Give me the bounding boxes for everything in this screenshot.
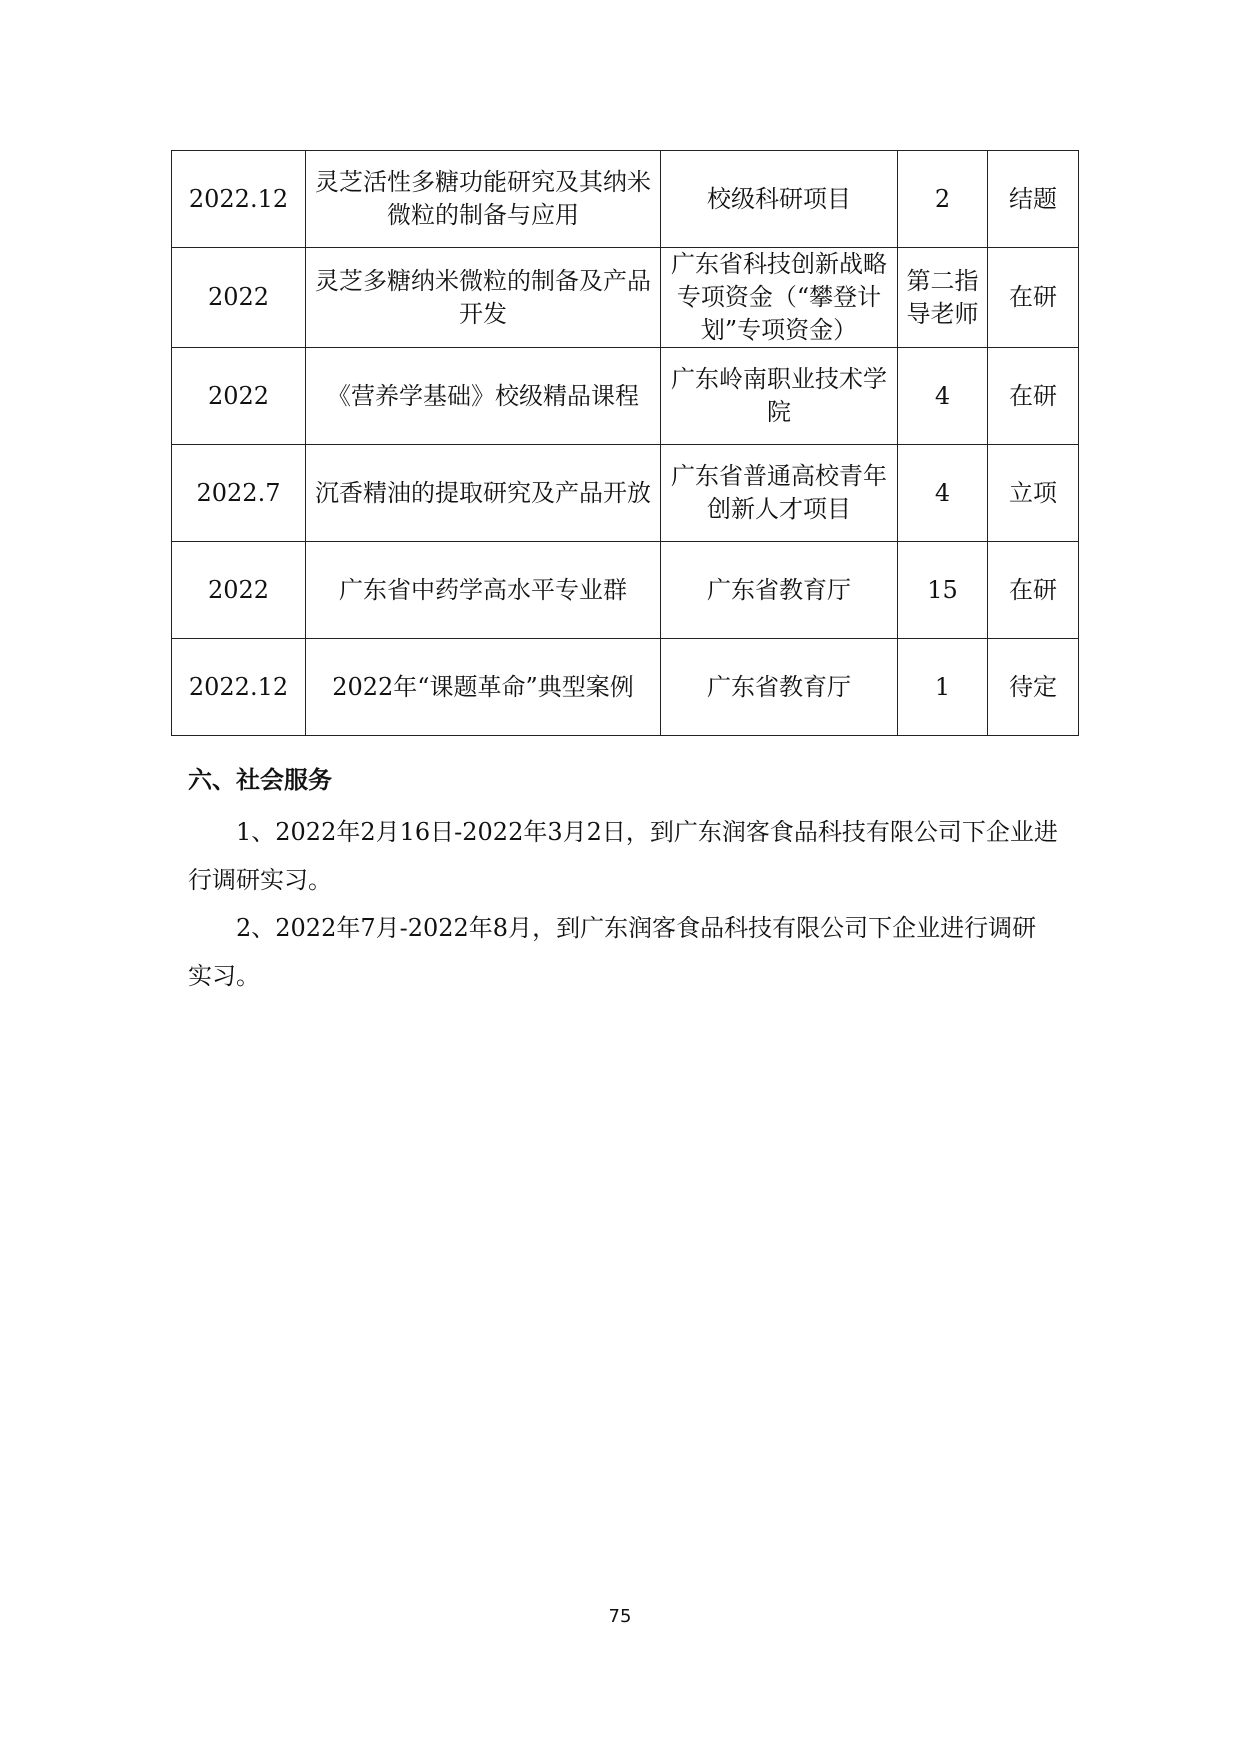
- cell-rank: 4: [898, 348, 988, 445]
- cell-title: 沉香精油的提取研究及产品开放: [306, 445, 661, 542]
- cell-source: 广东省科技创新战略专项资金（“攀登计划”专项资金）: [661, 248, 898, 348]
- paragraph-1: 1、2022年2月16日-2022年3月2日，到广东润客食品科技有限公司下企业进行调研实习。: [188, 818, 1058, 894]
- project-table: [171, 150, 1079, 736]
- cell-source: 广东省普通高校青年创新人才项目: [661, 445, 898, 542]
- cell-rank: 1: [898, 639, 988, 736]
- page-number: 75: [608, 1606, 632, 1627]
- cell-title: 灵芝多糖纳米微粒的制备及产品开发: [306, 248, 661, 348]
- cell-status: 待定: [988, 639, 1079, 736]
- cell-source: 广东省教育厅: [661, 542, 898, 639]
- table-row: [172, 151, 1079, 248]
- section-heading: 六、社会服务: [188, 766, 332, 794]
- table-row: [172, 639, 1079, 736]
- cell-source: 校级科研项目: [661, 151, 898, 248]
- cell-status: 在研: [988, 542, 1079, 639]
- cell-date: 2022.7: [172, 445, 306, 542]
- paragraph-2: 2、2022年7月-2022年8月，到广东润客食品科技有限公司下企业进行调研实习。: [188, 914, 1037, 990]
- cell-status: 在研: [988, 248, 1079, 348]
- cell-title: 灵芝活性多糖功能研究及其纳米微粒的制备与应用: [306, 151, 661, 248]
- cell-title: 广东省中药学高水平专业群: [306, 542, 661, 639]
- cell-status: 结题: [988, 151, 1079, 248]
- cell-date: 2022: [172, 248, 306, 348]
- cell-title: 《营养学基础》校级精品课程: [306, 348, 661, 445]
- cell-rank: 2: [898, 151, 988, 248]
- cell-rank: 4: [898, 445, 988, 542]
- table-row: [172, 542, 1079, 639]
- table-row: [172, 248, 1079, 348]
- cell-title: 2022年“课题革命”典型案例: [306, 639, 661, 736]
- table-row: [172, 445, 1079, 542]
- table-row: [172, 348, 1079, 445]
- cell-source: 广东省教育厅: [661, 639, 898, 736]
- cell-date: 2022.12: [172, 639, 306, 736]
- cell-rank: 15: [898, 542, 988, 639]
- cell-date: 2022: [172, 542, 306, 639]
- cell-source: 广东岭南职业技术学院: [661, 348, 898, 445]
- cell-status: 在研: [988, 348, 1079, 445]
- cell-rank: 第二指导老师: [898, 248, 988, 348]
- cell-status: 立项: [988, 445, 1079, 542]
- cell-date: 2022.12: [172, 151, 306, 248]
- cell-date: 2022: [172, 348, 306, 445]
